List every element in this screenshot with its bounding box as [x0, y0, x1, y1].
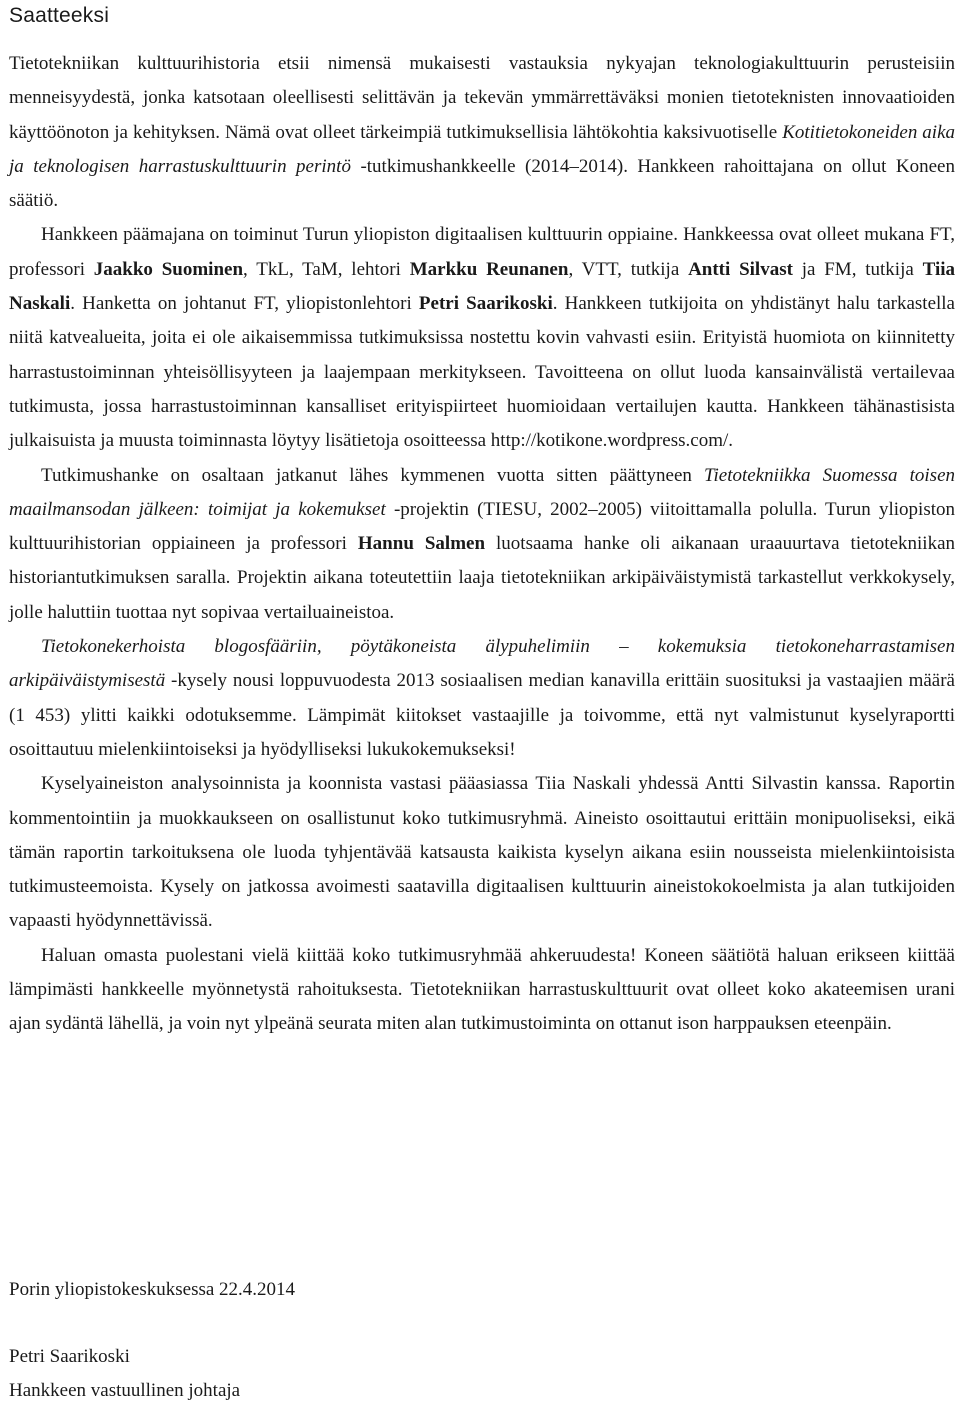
place-date — [9, 1273, 295, 1307]
signature-name: Petri Saarikoski — [9, 1346, 130, 1367]
text-span: -tutkimushankkeelle (2014–2014). Hankkeen rahoittajana on ollut Koneen säätiö. — [9, 155, 955, 212]
text-span: Tutkimushanke on osaltaan jatkanut lähes kymmenen vuotta sitten päättyneen — [41, 464, 704, 486]
text-span: luotsaama hanke oli aikanaan uraauurtava tietotekniikan historiantutkimuksen saralla. Projektin aikana toteutettiin laaja tietotekniikan arkipäiväistymistä tarkastellut verkkokysely, jolle haluttiin tuottaa nyt sopivaa vertailuaineistoa. — [9, 533, 956, 623]
text-span: -projektin (TIESU, 2002–2005) viitoittamalla polulla. Turun yliopiston kulttuurihistorian oppiaineen ja professori — [9, 498, 955, 555]
signature-block — [9, 1340, 240, 1409]
text-span: , VTT, tutkija — [568, 258, 689, 280]
person-name: Antti Silvast — [688, 258, 793, 280]
paragraph-1 — [9, 47, 955, 218]
text-span: Tietotekniikan kulttuurihistoria etsii nimensä mukaisesti vastauksia nykyajan teknologiakulttuurin perusteisiin menneisyydestä, jonka katsotaan oleellisesti selittävän ja tekevän ymmärrettäväksi monien tietoteknisten innovaatioiden käyttöönoton ja kehityksen. Nämä ovat olleet tärkeimpiä tutkimuksellisia lähtökohtia kaksivuotiselle — [9, 53, 955, 143]
signature-title: Hankkeen vastuullinen johtaja — [9, 1380, 241, 1402]
project-title: Tietotekniikka Suomessa toisen maailmansodan jälkeen: toimijat ja kokemukset — [9, 464, 955, 520]
page-heading: Saatteeksi — [9, 4, 110, 27]
survey-title: Tietokonekerhoista blogosfääriin, pöytäkoneista älypuhelimiin – kokemuksia tietokoneharrastamisen arkipäiväistymisestä — [9, 636, 955, 692]
paragraph-6: Haluan omasta puolestani vielä kiittää koko tutkimusryhmää ahkeruudesta! Koneen säätiötä haluan erikseen kiittää lämpimästi hankkeelle myönnetystä rahoituksesta. Tietotekniikan harrastuskulttuurit ovat olleet koko akateemisen urani ajan sydäntä lähellä, ja voin nyt ylpeänä seurata miten alan tutkimustoiminta on ottanut ison harppauksen eteenpäin. — [9, 944, 955, 1035]
document-body — [9, 47, 955, 1042]
text-span: . Hanketta on johtanut FT, yliopistonlehtori — [70, 293, 419, 315]
text-span: ja FM, tutkija — [792, 258, 923, 280]
person-name: Markku Reunanen — [409, 258, 569, 280]
paragraph-4 — [9, 630, 955, 767]
paragraph-3 — [9, 459, 955, 630]
text-span: -kysely nousi loppuvuodesta 2013 sosiaalisen median kanavilla erittäin suosituksi ja vastaajien määrä (1 453) ylitti kaikki odotuksemme. Lämpimät kiitokset vastaajille ja toivomme, että nyt valmistunut kyselyraportti osoittautuu mielenkiintoiseksi ja hyödylliseksi lukukokemukseksi! — [9, 670, 955, 760]
project-title: Kotitietokoneiden aika ja teknologisen harrastuskulttuurin perintö — [9, 121, 956, 177]
paragraph-5: Kyselyaineiston analysoinnista ja koonnista vastasi pääasiassa Tiia Naskali yhdessä Antti Silvastin kanssa. Raportin kommentointiin ja muokkaukseen on osallistunut koko tutkimusryhmä. Aineisto osoittautui erittäin monipuoliseksi, eikä tämän raportin tarkoituksena ole luoda tyhjentävää katsausta kaikista kyselyn aikana esiin nousseista mielenkiintoisista tutkimusteemoista. Kysely on jatkossa avoimesti saatavilla digitaalisen kulttuurin aineistokokoelmista ja alan tutkijoiden vapaasti hyödynnettävissä. — [9, 773, 955, 932]
person-name: Jaakko Suominen — [93, 258, 244, 280]
text-span: , TkL, TaM, lehtori — [243, 258, 410, 280]
person-name: Hannu Salmen — [357, 533, 486, 555]
text-span: . Hankkeen tutkijoita on yhdistänyt halu tarkastella niitä katvealueita, joita ei ole aikaisemmissa tutkimuksissa nostettu kovin vahvasti esiin. Erityistä huomiota on kiinnitetty harrastustoiminnan yhteisöllisyyteen ja laajempaan merkitykseen. Tavoitteena on ollut luoda kansainvälistä vertailevaa tutkimusta, jossa harrastustoiminnan kansalliset erityispiirteet huomioidaan vertailujen kautta. Hankkeen tähänastisista julkaisuista ja muusta toiminnasta löytyy lisätietoja osoitteessa http://kotikone.wordpress.com/. — [9, 293, 955, 452]
person-name: Petri Saarikoski — [418, 293, 553, 315]
place-date-line: Porin yliopistokeskuksessa 22.4.2014 — [9, 1279, 296, 1300]
paragraph-2 — [9, 218, 955, 458]
text-span: Hankkeen päämajana on toiminut Turun yliopiston digitaalisen kulttuurin oppiaine. Hankkeessa ovat olleet mukana FT, professori — [9, 224, 955, 280]
person-name: Tiia Naskali — [9, 258, 955, 315]
